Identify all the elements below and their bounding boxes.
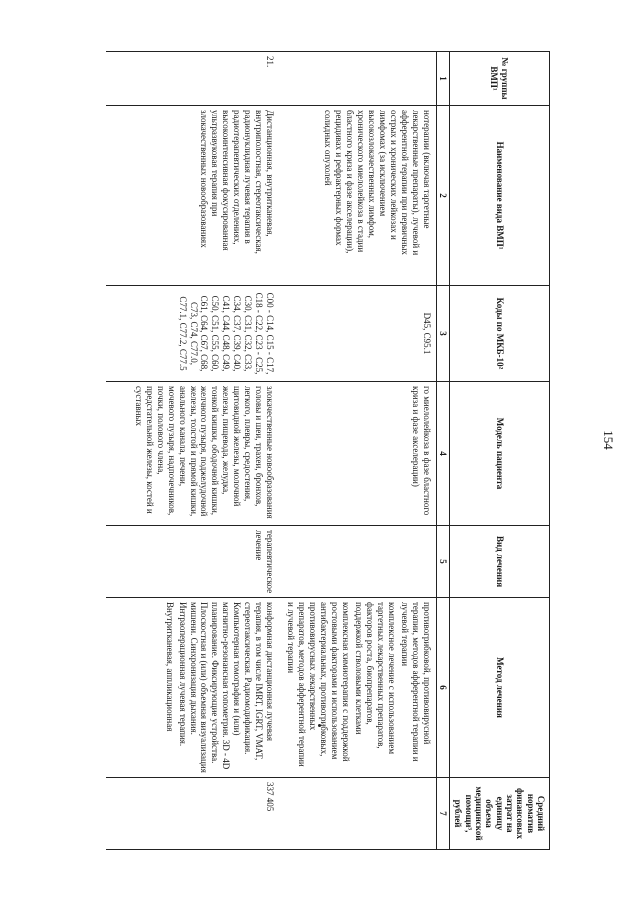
header-average-cost: Средний норматив финансовых затрат на единицу объема медицинской помощи³, рублей	[449, 778, 549, 850]
column-number: 2	[436, 106, 449, 286]
cell-treatment-type	[279, 526, 436, 598]
header-patient-model: Модель пациента	[449, 382, 549, 526]
cell-vmp-name: нотерапии (включая таргетные лекарственные препараты), лучевой и афферентной терапии при первичных острых и хронических лейкозах и лимфомах (за исключением высокозлокачественных лимфом, хронического миелолейкоза в стадии бластного криза и фазе акселерации), рецидивах и рефрактерных формах солидных опухолей	[279, 106, 436, 286]
header-row	[449, 52, 549, 850]
cell-group-number: 21.	[106, 52, 279, 106]
cell-average-cost	[279, 778, 436, 850]
page-number: 154	[601, 430, 616, 450]
column-number: 5	[436, 526, 449, 598]
cell-icd-codes: C00 - C14, C15 - C17, C18 - C22, C23 - C25, C30, C31, C32, C33, C34, C37, C39, C40, C41, C44, C48, C49, C50, C51, C55, C60, C61, C64, C67, C68, C73, C74, C77.0, C77.1, C77.2, C77.5	[106, 286, 279, 382]
header-treatment-type: Вид лечения	[449, 526, 549, 598]
cell-treatment-method	[279, 598, 436, 778]
rotated-table-container	[97, 51, 550, 850]
header-vmp-name: Наименование вида ВМП¹	[449, 106, 549, 286]
cell-group-number	[279, 52, 436, 106]
column-number: 3	[436, 286, 449, 382]
method-text: Внутритканевая, аппликационная	[164, 602, 175, 732]
header-group-number: № группы ВМП¹	[449, 52, 549, 106]
column-number: 4	[436, 382, 449, 526]
column-number: 7	[436, 778, 449, 850]
header-icd-codes: Коды по МКБ-10²	[449, 286, 549, 382]
table-row	[279, 52, 436, 850]
column-number-row	[436, 52, 449, 850]
cell-treatment-type: терапевтическое лечение	[106, 526, 279, 598]
table-frame	[97, 51, 550, 850]
cell-vmp-name: Дистанционная, внутритканевая, внутриполостная, стереотаксическая, радионуклидная лучевая терапия в радиотерапевтических отделениях, высокоинтенсивная фокусированная ультразвуковая терапия при злокачественных новообразованиях	[106, 106, 279, 286]
method-text: комплексное лечение с использованием таргетных лекарственных препаратов, факторов роста, биопрепаратов, поддержкой стволовыми клетками	[354, 602, 397, 755]
method-text: комплексная химиотерапия с поддержкой ростовыми факторами и использованием антибактериальных, противогрибковых, противовирусных лекарственных препаратов, методов афферентной терапии и лучевой терапии	[286, 602, 352, 767]
vmp-table	[106, 51, 550, 850]
cell-patient-model: го миелолейкоза в фазе бластного криза и фазе акселерации)	[279, 382, 436, 526]
column-number: 1	[436, 52, 449, 106]
method-text: противогрибковой, противовирусной терапии, методов афферентной терапии и лучевой терапии	[399, 602, 432, 762]
table-row	[106, 52, 279, 850]
cell-icd-codes: D45, C95.1	[279, 286, 436, 382]
method-text: конформная дистанционная лучевая терапия, в том числе IMRT, IGRT, VMAT, стереотаксическая. Радиомодификация. Компьютерная томография и (или) магнитно-резонансная топометрия. 3D - 4D планирование. Фиксирующие устройства. Плоскостная и (или) объемная визуализация мишени. Синхронизация дыхания. Интраоперационная лучевая терапия.	[177, 602, 276, 773]
column-number: 6	[436, 598, 449, 778]
cell-average-cost: 337 405	[106, 778, 279, 850]
header-treatment-method: Метод лечения	[449, 598, 549, 778]
cell-treatment-method	[106, 598, 279, 778]
cell-patient-model: злокачественные новообразования головы и шеи, трахеи, бронхов, легкого, плевры, средостения, щитовидной железы, молочной железы, пищевода, желудка, тонкой кишки, ободочной кишки, желчного пузыря, поджелудочной железы, толстой и прямой кишки, анального канала, печени, мочевого пузыря, надпочечников, почки, полового члена, предстательной железы, костей и суставных	[106, 382, 279, 526]
